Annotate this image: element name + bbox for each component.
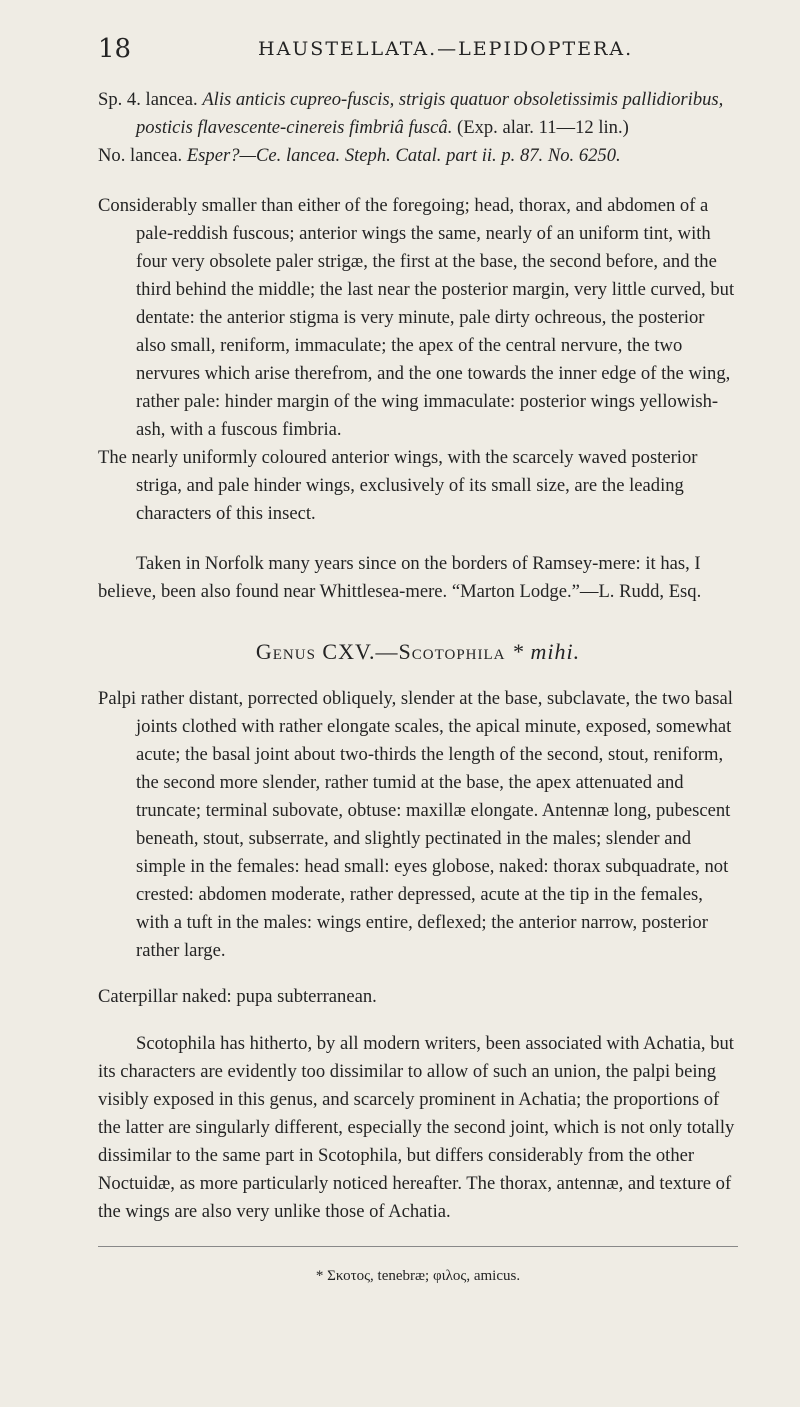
latin-diagnosis: Alis anticis cupreo-fuscis, strigis quatuor obsoletissimis pallidioribus, posticis flavescente-cinereis fimbriâ fuscâ. (136, 89, 724, 138)
page-body (98, 86, 738, 1305)
species-description: Considerably smaller than either of the foregoing; head, thorax, and abdomen of a pale-reddish fuscous; anterior wings the same, nearly of an uniform tint, with four very obsolete paler strigæ, the first at the base, the second before, and the third behind the middle; the last near the posterior margin, very little curved, but dentate: the anterior stigma is very minute, pale dirty ochreous, the posterior also small, reniform, immaculate; the apex of the central nervure, the two nervures which arise therefrom, and the one towards the inner edge of the wing, rather pale: hinder margin of the wing immaculate: posterior wings yellowish-ash, with a fuscous fimbria. (98, 195, 735, 440)
species-locality: Taken in Norfolk many years since on the borders of Ramsey-mere: it has, I believe, been also found near Whittlesea-mere. “Marton Lodge.”—L. Rudd, Esq. (98, 553, 702, 602)
genus-characters: Palpi rather distant, porrected obliquely, slender at the base, subclavate, the two basal joints clothed with rather elongate scales, the apical minute, exposed, somewhat acute; the basal joint about two-thirds the length of the second, stout, reniform, the second more slender, rather tumid at the base, the apex attenuated and truncate; terminal subovate, obtuse: maxillæ elongate. Antennæ long, pubescent beneath, stout, subserrate, and slightly pectinated in the males; slender and simple in the females: head small: eyes globose, naked: thorax subquadrate, not crested: abdomen moderate, rather depressed, acute at the tip in the females, with a tuft in the males: wings entire, deflexed; the anterior narrow, posterior rather large. (98, 687, 733, 961)
genus-number: Genus CXV. (255, 639, 376, 664)
species-entry (98, 86, 738, 606)
genus-remarks: Scotophila has hitherto, by all modern writers, been associated with Achatia, but its characters are evidently too dissimilar to allow of such an union, the palpi being visibly exposed in this genus, and scarcely prominent in Achatia; the proportions of the latter are singularly different, especially the second joint, which is not only totally dissimilar to the same part in Scotophila, but differs considerably from the other Noctuidæ, as more particularly noticed hereafter. The thorax, antennæ, and texture of the wings are also very unlike those of Achatia. (98, 1032, 735, 1222)
synonymy-name: No. lancea. (98, 145, 183, 166)
page-header (0, 34, 800, 74)
genus-name: —Scotophila (375, 639, 506, 664)
footnote-divider (98, 1246, 738, 1247)
species-label: Sp. 4. lancea. (98, 89, 198, 110)
genus-author: * mihi. (505, 639, 581, 664)
running-title: HAUSTELLATA.—LEPIDOPTERA. (258, 38, 634, 60)
footnote: * Σκοτος, tenebræ; φιλος, amicus. (315, 1267, 521, 1284)
genus-larva: Caterpillar naked: pupa subterranean. (98, 986, 377, 1008)
species-diagnosis (98, 86, 738, 142)
genus-heading (98, 638, 738, 666)
synonymy-author: Esper?—Ce. lancea. (186, 145, 341, 166)
wing-expanse: (Exp. alar. 11—12 lin.) (457, 117, 629, 138)
synonymy-reference: Steph. Catal. part ii. p. 87. No. 6250. (344, 145, 621, 166)
page-number: 18 (98, 34, 132, 64)
synonymy (98, 142, 738, 170)
species-characters: The nearly uniformly coloured anterior wings, with the scarcely waved posterior striga, and pale hinder wings, exclusively of its small size, are the leading characters of this insect. (98, 447, 698, 524)
